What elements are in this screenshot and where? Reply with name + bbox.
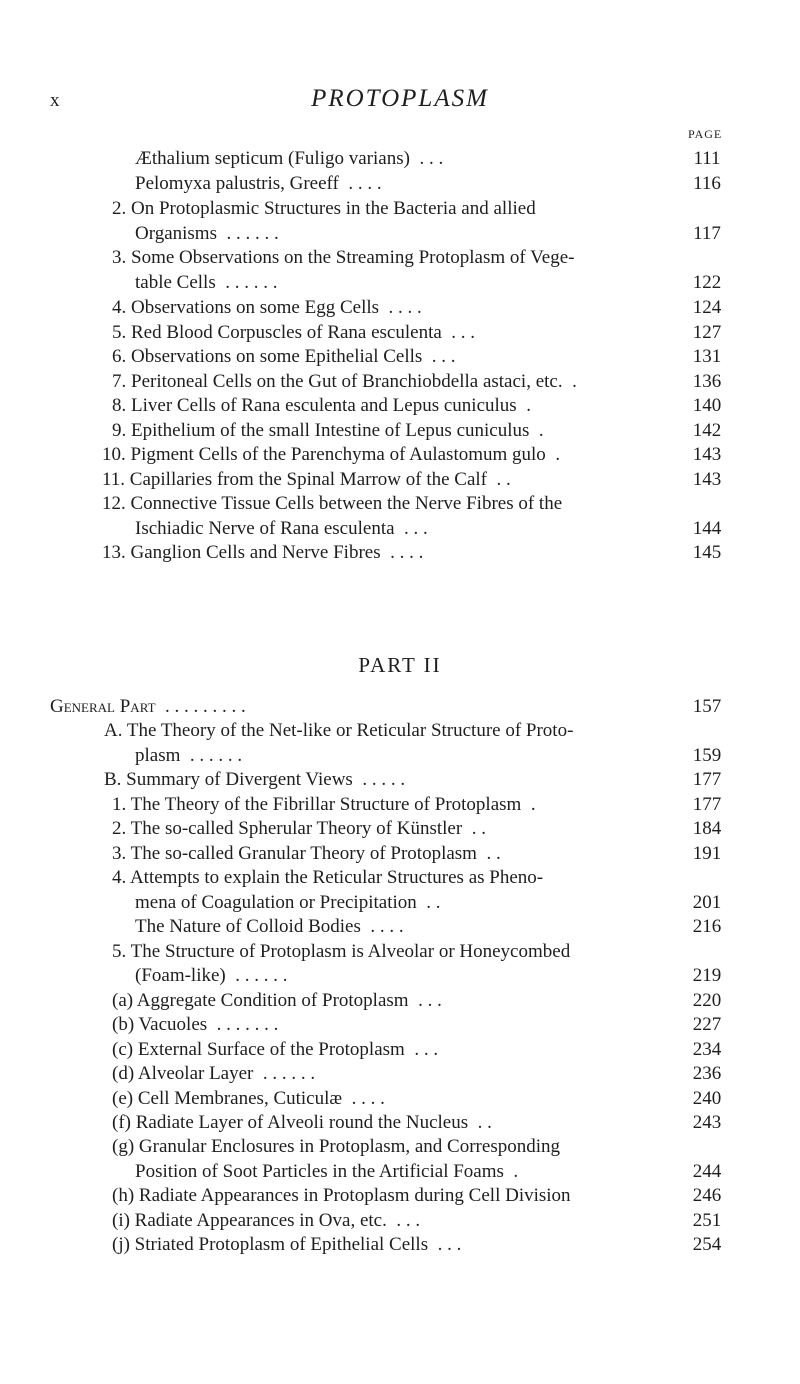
toc-entry-title: 4. Observations on some Egg Cells — [112, 297, 380, 318]
dot-leader: . — [503, 1161, 519, 1182]
dot-leader: . . . — [422, 346, 456, 367]
dot-leader: . . . — [408, 990, 442, 1011]
dot-leader: . . . — [386, 1210, 421, 1231]
toc-entry — [112, 940, 570, 964]
toc-entry — [102, 443, 560, 467]
dot-leader: . . — [476, 843, 501, 864]
toc-page-number: 177 — [692, 769, 722, 790]
dot-leader: . . . — [404, 1039, 439, 1060]
toc-entry — [112, 1111, 492, 1135]
toc-page-number: 254 — [692, 1234, 722, 1255]
toc-entry — [112, 1038, 438, 1062]
toc-page-number: 143 — [692, 469, 722, 490]
dot-leader: . . . — [428, 1234, 462, 1255]
part-two-heading: PART II — [358, 653, 442, 677]
toc-page-number: 234 — [692, 1039, 722, 1060]
toc-entry-title: Ischiadic Nerve of Rana esculenta — [135, 518, 395, 539]
toc-entry-title: 9. Epithelium of the small Intestine of Lepus cuniculus — [112, 420, 530, 441]
toc-entry-title: mena of Coagulation or Precipitation — [135, 892, 417, 913]
toc-entry-title: Organisms — [135, 223, 217, 244]
toc-page-number: 142 — [692, 420, 722, 441]
toc-page-number: 145 — [692, 542, 722, 563]
toc-entry — [112, 1184, 571, 1208]
dot-leader: . . . . . — [352, 769, 406, 790]
dot-leader: . . . . . . . . . — [155, 696, 246, 717]
toc-page-number: 243 — [692, 1112, 722, 1133]
toc-page-number: 124 — [692, 297, 722, 318]
toc-page-number: 111 — [693, 148, 721, 169]
dot-leader: . . . . — [342, 1088, 385, 1109]
toc-entry-title: (Foam-like) — [135, 965, 226, 986]
toc-entry — [135, 517, 428, 541]
toc-entry-title: Position of Soot Particles in the Artificial Foams — [135, 1161, 504, 1182]
toc-entry — [112, 246, 574, 270]
dot-leader: . . . . — [338, 173, 382, 194]
toc-page-number: 184 — [692, 818, 722, 839]
toc-entry-title: table Cells — [135, 272, 216, 293]
dot-leader: . . — [468, 1112, 492, 1133]
dot-leader: . — [529, 420, 544, 441]
toc-page-number: 219 — [692, 965, 722, 986]
toc-entry — [112, 1087, 385, 1111]
toc-page-number: 251 — [692, 1210, 722, 1231]
toc-entry-title: (c) External Surface of the Protoplasm — [112, 1039, 405, 1060]
toc-page-number: 201 — [692, 892, 722, 913]
toc-entry-title: 13. Ganglion Cells and Nerve Fibres — [102, 542, 381, 563]
toc-page-number: 127 — [692, 322, 722, 343]
toc-entry-title: 4. Attempts to explain the Reticular Structures as Pheno- — [112, 867, 544, 888]
toc-page-number: 220 — [692, 990, 722, 1011]
toc-entry-title: 5. Red Blood Corpuscles of Rana esculenta — [112, 322, 442, 343]
toc-entry — [135, 147, 443, 171]
toc-entry-title: 8. Liver Cells of Rana esculenta and Lepus cuniculus — [112, 395, 517, 416]
toc-entry — [112, 394, 531, 418]
dot-leader: . . . . . . — [180, 745, 243, 766]
toc-page-number: 177 — [692, 794, 722, 815]
toc-entry-title: B. Summary of Divergent Views — [104, 769, 353, 790]
toc-entry — [104, 768, 405, 792]
toc-page-number: 244 — [692, 1161, 722, 1182]
dot-leader: . . . — [441, 322, 476, 343]
toc-entry-title: 2. The so-called Spherular Theory of Künstler — [112, 818, 463, 839]
toc-page-number: 140 — [692, 395, 722, 416]
toc-entry-title: The Nature of Colloid Bodies — [135, 916, 361, 937]
toc-entry-title: 7. Peritoneal Cells on the Gut of Branchiobdella astaci, etc. — [112, 371, 563, 392]
toc-entry — [135, 222, 279, 246]
toc-entry — [135, 964, 288, 988]
toc-entry-title: (h) Radiate Appearances in Protoplasm during Cell Division — [112, 1185, 571, 1206]
dot-leader: . . . — [394, 518, 428, 539]
toc-entry-title: (i) Radiate Appearances in Ova, etc. — [112, 1210, 387, 1231]
toc-entry — [112, 296, 422, 320]
dot-leader: . — [562, 371, 577, 392]
dot-leader: . . . . . . — [215, 272, 278, 293]
toc-entry — [135, 915, 404, 939]
running-title: PROTOPLASM — [311, 85, 489, 112]
toc-entry — [135, 744, 242, 768]
toc-entry-title: 1. The Theory of the Fibrillar Structure of Protoplasm — [112, 794, 522, 815]
toc-entry — [102, 541, 423, 565]
toc-entry — [112, 1233, 461, 1257]
toc-page-number: 236 — [692, 1063, 722, 1084]
toc-page-number: 227 — [692, 1014, 722, 1035]
toc-page-number: 246 — [692, 1185, 722, 1206]
toc-entry — [102, 492, 562, 516]
dot-leader: . — [545, 444, 561, 465]
toc-entry-title: A. The Theory of the Net-like or Reticular Structure of Proto- — [104, 720, 574, 741]
toc-entry — [112, 1062, 315, 1086]
toc-entry — [112, 197, 536, 221]
toc-entry-title: (g) Granular Enclosures in Protoplasm, and Corresponding — [112, 1136, 560, 1157]
toc-entry — [104, 719, 573, 743]
toc-entry-title: 11. Capillaries from the Spinal Marrow of the Calf — [102, 469, 488, 490]
toc-entry-title: (a) Aggregate Condition of Protoplasm — [112, 990, 409, 1011]
toc-entry-title: 3. Some Observations on the Streaming Protoplasm of Vege- — [112, 247, 575, 268]
toc-entry-title: 5. The Structure of Protoplasm is Alveolar or Honeycombed — [112, 941, 571, 962]
toc-entry — [112, 370, 577, 394]
toc-entry-title: 10. Pigment Cells of the Parenchyma of Aulastomum gulo — [102, 444, 546, 465]
dot-leader: . . . . . . . — [207, 1014, 279, 1035]
toc-page-number: 122 — [692, 272, 722, 293]
dot-leader: . . . . . . — [253, 1063, 316, 1084]
toc-entry — [50, 695, 246, 719]
dot-leader: . . — [487, 469, 511, 490]
dot-leader: . . — [416, 892, 441, 913]
toc-entry — [112, 866, 543, 890]
toc-entry-title: 3. The so-called Granular Theory of Protoplasm — [112, 843, 477, 864]
toc-page-number: 144 — [692, 518, 722, 539]
toc-page-number: 131 — [692, 346, 722, 367]
dot-leader: . . — [462, 818, 486, 839]
page-number: x — [50, 90, 60, 111]
toc-entry — [112, 1013, 278, 1037]
dot-leader: . — [516, 395, 531, 416]
toc-entry — [135, 1160, 518, 1184]
toc-entry — [135, 271, 277, 295]
toc-entry — [112, 793, 536, 817]
toc-entry — [112, 1209, 420, 1233]
toc-entry-title: (e) Cell Membranes, Cuticulæ — [112, 1088, 343, 1109]
toc-page-number: 240 — [692, 1088, 722, 1109]
toc-entry — [112, 419, 544, 443]
dot-leader: . . . . . . — [225, 965, 288, 986]
toc-entry-title: 12. Connective Tissue Cells between the Nerve Fibres of the — [102, 493, 563, 514]
toc-entry — [112, 989, 442, 1013]
toc-entry — [112, 817, 486, 841]
toc-page-number: 117 — [693, 223, 721, 244]
dot-leader: . . . . — [380, 542, 424, 563]
toc-entry-title: Pelomyxa palustris, Greeff — [135, 173, 339, 194]
toc-page-number: 159 — [692, 745, 722, 766]
toc-entry — [135, 172, 382, 196]
toc-entry — [112, 1135, 560, 1159]
toc-entry — [112, 321, 475, 345]
toc-entry-title: 6. Observations on some Epithelial Cells — [112, 346, 423, 367]
toc-entry-title: (f) Radiate Layer of Alveoli round the Nucleus — [112, 1112, 469, 1133]
dot-leader: . — [521, 794, 536, 815]
toc-page-number: 143 — [692, 444, 722, 465]
dot-leader: . . . . — [360, 916, 404, 937]
toc-entry — [102, 468, 511, 492]
toc-page-number: 157 — [692, 696, 722, 717]
page-column-label: PAGE — [688, 127, 723, 141]
toc-entry — [135, 891, 441, 915]
dot-leader: . . . . . . — [216, 223, 279, 244]
toc-entry-title: plasm — [135, 745, 181, 766]
toc-entry-title: (d) Alveolar Layer — [112, 1063, 254, 1084]
toc-entry-title: 2. On Protoplasmic Structures in the Bacteria and allied — [112, 198, 536, 219]
dot-leader: . . . — [409, 148, 444, 169]
toc-entry-title: (b) Vacuoles — [112, 1014, 208, 1035]
toc-page-number: 191 — [692, 843, 722, 864]
toc-entry — [112, 842, 501, 866]
toc-entry-title: Æthalium septicum (Fuligo varians) — [135, 148, 410, 169]
toc-page-number: 136 — [692, 371, 722, 392]
toc-page-number: 116 — [693, 173, 721, 194]
toc-page-number: 216 — [692, 916, 722, 937]
toc-entry — [112, 345, 456, 369]
toc-entry-title: General Part — [50, 696, 156, 717]
dot-leader: . . . . — [379, 297, 422, 318]
toc-entry-title: (j) Striated Protoplasm of Epithelial Cells — [112, 1234, 429, 1255]
